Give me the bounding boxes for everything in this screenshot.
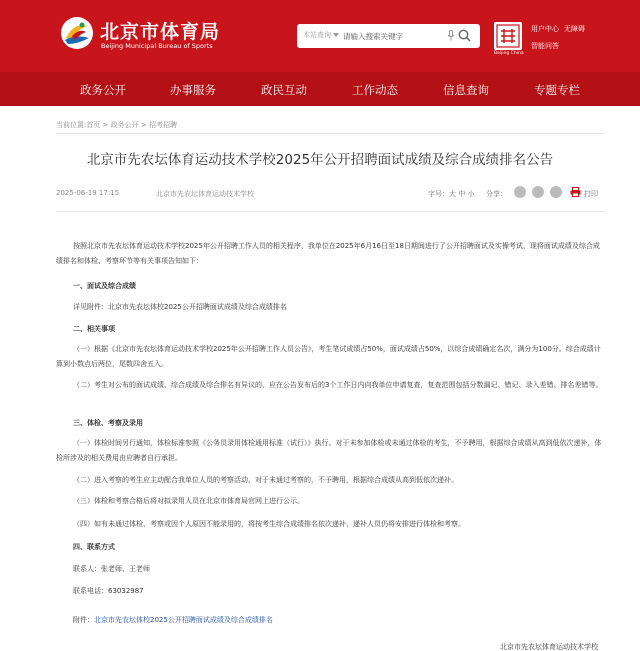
nav-item-services[interactable]: 办事服务	[170, 83, 216, 97]
section-paragraph: （三）体检和考察合格后将对拟录用人员在北京市体育局官网上进行公示。	[73, 497, 304, 505]
printer-icon[interactable]	[570, 187, 581, 197]
section-paragraph: （二）考生对公布的面试成绩、综合成绩及综合排名有异议的，应在公告发布后的3个工作日内向我单位申请复查，复查范围包括分数漏记、错记、录入差错、排名差错等。	[73, 381, 603, 389]
site-name-en: Beijing Municipal Bureau of Sports	[101, 42, 213, 50]
chevron-down-icon[interactable]	[333, 33, 339, 37]
intro-paragraph: 按照北京市先农坛体育运动技术学校2025年公开招聘工作人员的相关程序，我单位在2025年6月16日至18日期间进行了公开招聘面试及实操考试，现将面试成绩及综合成绩排名和体检、考察环节等有关事项告知如下：	[56, 242, 600, 265]
nav-item-gov-affairs[interactable]: 政务公开	[80, 83, 126, 97]
nav-item-inquiry[interactable]: 信息查询	[443, 83, 489, 97]
user-center-link[interactable]: 用户中心	[531, 25, 559, 33]
capital-emblem-icon[interactable]	[494, 22, 522, 50]
weibo-share-icon[interactable]	[532, 186, 544, 198]
favorite-share-icon[interactable]	[550, 186, 562, 198]
bureau-logo-icon[interactable]	[60, 16, 94, 50]
nav-item-interaction[interactable]: 政民互动	[261, 83, 307, 97]
search-scope-select[interactable]: 本站查询	[303, 31, 331, 39]
section-paragraph: （二）进入考察的考生应主动配合我单位人员的考察活动，对于未通过考察的，不予聘用，根据综合成绩从高到低依次递补。	[73, 476, 458, 484]
nav-item-news[interactable]: 工作动态	[352, 83, 398, 97]
section-heading: 二、相关事项	[73, 325, 115, 333]
smart-qa-link[interactable]: 智能问答	[531, 42, 559, 50]
accessibility-link[interactable]: 无障碍	[564, 25, 585, 33]
breadcrumb[interactable]: 当前位置:首页 > 政务公开 > 招考招聘	[56, 121, 177, 129]
section-heading: 一、面试及综合成绩	[73, 282, 136, 290]
site-header	[0, 0, 640, 72]
print-button[interactable]: 打印	[584, 190, 598, 198]
wechat-share-icon[interactable]	[514, 186, 526, 198]
page-title: 北京市先农坛体育运动技术学校2025年公开招聘面试成绩及综合成绩排名公告	[86, 152, 554, 168]
contact-phone: 联系电话：63032987	[73, 587, 144, 595]
divider	[56, 133, 604, 134]
section-paragraph: （一）体检时间另行通知，体检标准参照《公务员录用体检通用标准（试行）》执行。对于未参加体检或未通过体检的考生，不予聘用，根据综合成绩从高到低依次递补，体检所涉及的相关费用由应聘者自行承担。	[56, 439, 602, 462]
nav-item-topics[interactable]: 专题专栏	[534, 83, 580, 97]
section-paragraph: （四）如有未通过体检、考察或因个人原因不能录用的，将按考生综合成绩排名依次递补，递补人员仍将安排进行体检和考察。	[73, 520, 465, 528]
divider	[56, 211, 604, 212]
publish-date: 2025-06-19 17:15	[56, 189, 120, 197]
search-input[interactable]	[343, 28, 443, 44]
attachment-row	[73, 615, 273, 625]
share-label: 分享：	[486, 190, 507, 198]
search-icon[interactable]	[458, 29, 471, 42]
main-nav	[0, 72, 640, 106]
microphone-icon[interactable]	[447, 30, 455, 41]
font-size-control[interactable]: 字号：大 中 小	[428, 190, 475, 198]
attachment-link[interactable]: 北京市先农坛体校2025公开招聘面试成绩及综合成绩排名	[94, 616, 273, 624]
emblem-caption: Beijing China	[494, 51, 524, 56]
attachment-label: 附件：	[73, 616, 94, 624]
section-text: 详见附件：北京市先农坛体校2025公开招聘面试成绩及综合成绩排名	[73, 303, 287, 311]
signature: 北京市先农坛体育运动技术学校	[500, 643, 598, 651]
section-heading: 四、联系方式	[73, 543, 115, 551]
article-source: 北京市先农坛体育运动技术学校	[156, 190, 254, 198]
section-heading: 三、体检、考察及录用	[73, 419, 143, 427]
site-name[interactable]: 北京市体育局	[100, 21, 221, 43]
section-paragraph: （一）根据《北京市先农坛体育运动技术学校2025年公开招聘工作人员公告》，考生笔试成绩占50%，面试成绩占50%，以综合成绩确定名次，满分为100分。综合成绩计算到小数点后两位，尾数四舍五入。	[56, 345, 601, 368]
contact-person: 联系人：张老师、王老师	[73, 565, 150, 573]
